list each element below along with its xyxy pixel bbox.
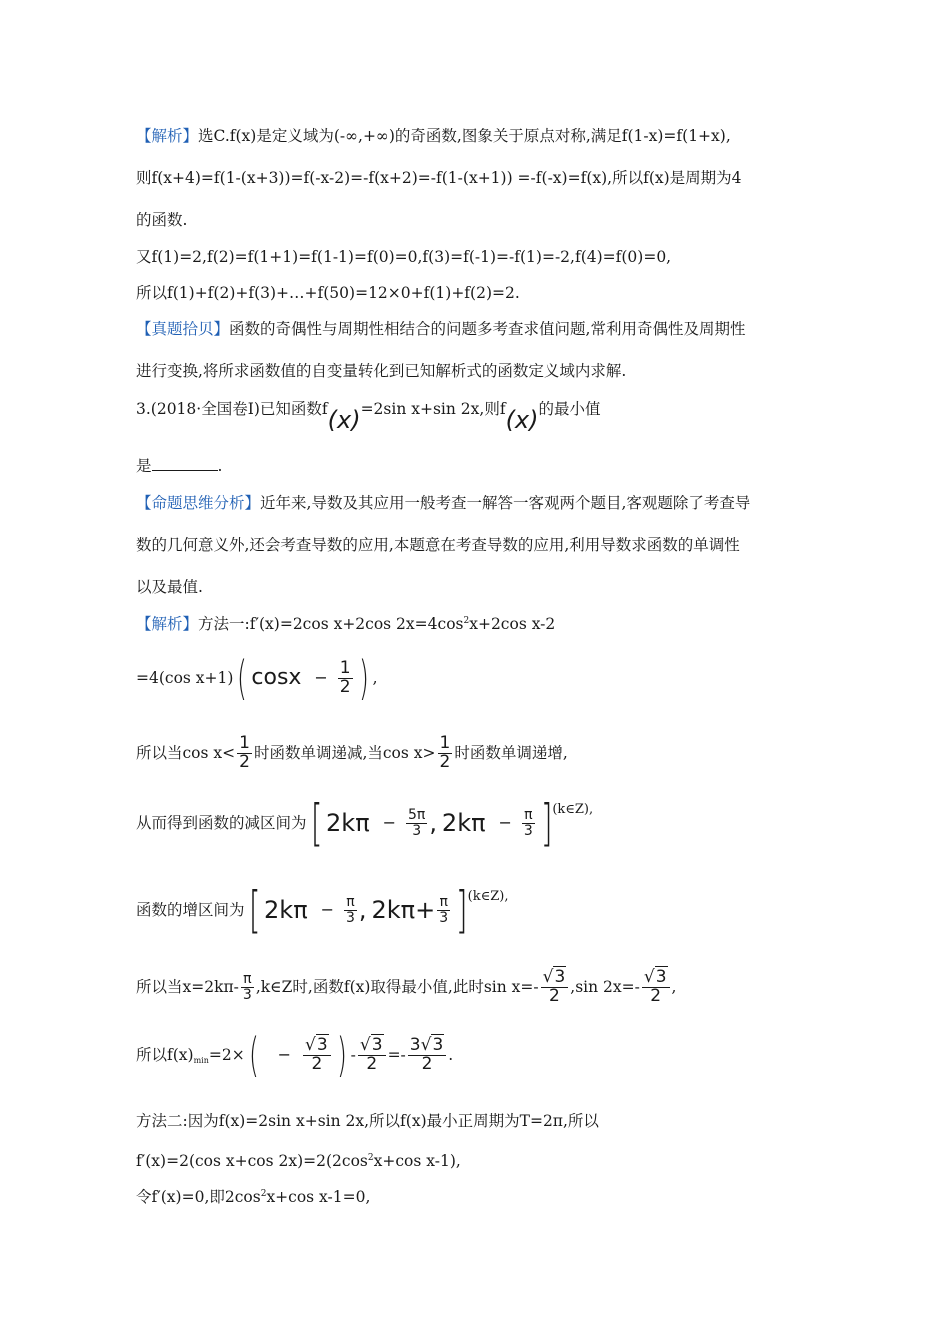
question-3	[136, 398, 601, 434]
numerator: π	[522, 808, 535, 824]
text: x+cos x-1),	[373, 1152, 461, 1171]
superscript: 2	[367, 1153, 374, 1163]
superscript: 2	[463, 616, 470, 626]
math-2kpi: 2kπ	[264, 896, 308, 924]
text: -	[350, 1046, 356, 1064]
math-2kpi: 2kπ	[326, 809, 370, 837]
fraction-half	[237, 732, 252, 772]
solution-line-1	[136, 610, 555, 635]
text: =2×	[208, 1046, 245, 1064]
text: 3.(2018·全国卷Ⅰ)已知函数f	[136, 400, 328, 418]
math-plus: +	[415, 896, 436, 924]
denominator: 2	[650, 985, 662, 1006]
method2-line-2	[136, 1147, 461, 1172]
increasing-interval	[136, 881, 509, 939]
sqrt-sign: √	[542, 966, 554, 987]
text: 所以f(x)	[136, 1046, 194, 1064]
fraction-sqrt3-2	[541, 966, 569, 1006]
text: =-	[387, 1046, 406, 1064]
denominator: 2	[439, 751, 451, 772]
text: 函数的增区间为	[136, 901, 245, 919]
text: =4(cos x+1)	[136, 669, 234, 687]
text: =2sin x+sin 2x,则f	[360, 400, 506, 418]
left-bracket: [	[310, 794, 323, 852]
text: 令f′(x)=0,即2cos	[136, 1188, 261, 1207]
subscript-min: min	[193, 1056, 209, 1066]
fraction-half	[438, 732, 453, 772]
equation-1	[136, 651, 378, 705]
text: 则f(x+4)=f(1-(x+3))=f(-x-2)=-f(x+2)=-f(1-(x+1)) =-f(-x)=f(x),所以f(x)是周期为4	[136, 169, 742, 187]
denominator: 3	[346, 909, 355, 926]
fraction-sqrt3-2	[642, 966, 670, 1006]
left-bracket: [	[248, 881, 261, 939]
denominator: 2	[421, 1053, 433, 1074]
left-paren: (	[237, 651, 248, 705]
text: 近年来,导数及其应用一般考查一解答一客观两个题目,客观题除了考查导	[260, 494, 751, 512]
right-bracket: ]	[540, 794, 553, 852]
text: .	[448, 1046, 454, 1064]
text: 方法一:f′(x)=2cos x+2cos 2x=4cos	[198, 615, 464, 634]
sqrt-sign: √	[643, 966, 655, 987]
text: 从而得到函数的减区间为	[136, 814, 307, 832]
question-3-blank-line	[136, 455, 222, 477]
math-minus: −	[498, 813, 512, 832]
text: (k∈Z),	[552, 802, 594, 817]
numerator: 1	[439, 732, 451, 753]
text: 数的几何意义外,还会考查导数的应用,本题意在考查导数的应用,利用导数求函数的单调性	[136, 536, 740, 554]
analysis-line-2	[136, 167, 742, 189]
coefficient: 3	[409, 1034, 421, 1055]
text: 所以当x=2kπ-	[136, 978, 239, 996]
superscript: 2	[260, 1189, 267, 1199]
fraction-pi-3	[437, 895, 450, 925]
text: 函数的奇偶性与周期性相结合的问题多考查求值问题,常利用奇偶性及周期性	[229, 320, 746, 338]
right-paren: )	[336, 1028, 347, 1082]
numerator: 1	[339, 657, 351, 678]
radicand: 3	[371, 1034, 383, 1055]
denominator: 3	[523, 822, 533, 839]
thinking-line-1	[136, 492, 750, 514]
thinking-line-3	[136, 576, 203, 598]
sqrt-sign: √	[305, 1034, 316, 1055]
method2-line-1	[136, 1110, 599, 1132]
text: 的最小值	[538, 400, 601, 418]
analysis-line-4	[136, 246, 671, 268]
math-comma: ,	[358, 896, 367, 924]
result-line	[136, 1028, 453, 1080]
text: 以及最值.	[136, 578, 203, 596]
math-x: (x)	[327, 406, 361, 434]
analysis-line-1	[136, 125, 731, 147]
math-minus: −	[277, 1045, 292, 1064]
solution-tag: 【解析】	[136, 615, 199, 634]
tip-line-2	[136, 360, 626, 382]
text: ,	[372, 669, 378, 687]
radicand: 3	[316, 1034, 328, 1055]
text: .	[217, 457, 223, 475]
math-x: (x)	[505, 406, 539, 434]
denominator: 2	[339, 676, 351, 697]
sqrt-sign: √	[420, 1034, 432, 1055]
analysis-tag: 【解析】	[136, 127, 199, 145]
text: 方法二:因为f(x)=2sin x+sin 2x,所以f(x)最小正周期为T=2π,所以	[136, 1112, 599, 1130]
text: 是	[136, 457, 152, 475]
text: x+2cos x-2	[469, 615, 556, 634]
math-minus: −	[382, 813, 396, 832]
text: x+cos x-1=0,	[266, 1188, 371, 1207]
math-cosx: cosx	[251, 665, 302, 690]
fraction-5pi-3	[406, 808, 427, 838]
text: 所以当cos x<	[136, 744, 236, 762]
math-minus: −	[320, 900, 334, 919]
denominator: 3	[439, 909, 449, 926]
fraction-sqrt3-2	[358, 1034, 386, 1074]
numerator: π	[437, 895, 450, 911]
radicand: 3	[432, 1034, 444, 1055]
text: ,sin 2x=-	[570, 978, 640, 996]
fraction-3sqrt3-2	[408, 1034, 447, 1074]
left-paren: (	[248, 1028, 259, 1082]
thinking-tag: 【命题思维分析】	[136, 494, 261, 512]
tip-tag: 【真题拾贝】	[136, 320, 230, 338]
radicand: 3	[554, 966, 566, 987]
math-minus: −	[314, 668, 328, 687]
denominator: 2	[549, 985, 560, 1006]
thinking-line-2	[136, 534, 740, 556]
analysis-line-5	[136, 282, 520, 304]
text: 时函数单调递增,	[454, 744, 568, 762]
right-paren: )	[358, 651, 369, 705]
tip-line-1	[136, 318, 745, 340]
method2-line-3	[136, 1183, 370, 1208]
denominator: 2	[239, 751, 250, 772]
analysis-line-3	[136, 209, 187, 231]
math-2kpi: 2kπ	[441, 809, 486, 837]
numerator: π	[241, 972, 254, 988]
fraction-pi-3	[522, 808, 535, 838]
decreasing-interval	[136, 794, 594, 852]
answer-blank	[152, 458, 218, 471]
sqrt-sign: √	[359, 1034, 371, 1055]
denominator: 3	[412, 822, 422, 839]
numerator: 5π	[408, 806, 426, 823]
math-comma: ,	[429, 809, 437, 837]
math-2kpi: 2kπ	[371, 896, 416, 924]
text: 时函数单调递减,当cos x>	[253, 744, 436, 762]
denominator: 2	[311, 1053, 323, 1074]
text: f′(x)=2(cos x+cos 2x)=2(2cos	[136, 1152, 368, 1171]
monotonic-line	[136, 730, 568, 774]
radicand: 3	[655, 966, 667, 987]
minimum-line	[136, 962, 676, 1010]
denominator: 3	[242, 986, 252, 1003]
numerator: π	[344, 895, 357, 911]
text: ,	[671, 978, 677, 996]
fraction-sqrt3-2	[303, 1034, 331, 1074]
denominator: 2	[366, 1053, 378, 1074]
fraction-half	[338, 657, 353, 697]
text: 的函数.	[136, 211, 188, 229]
text: (k∈Z),	[467, 889, 509, 904]
text: 又f(1)=2,f(2)=f(1+1)=f(1-1)=f(0)=0,f(3)=f(-1)=-f(1)=-2,f(4)=f(0)=0,	[136, 248, 672, 266]
text: 进行变换,将所求函数值的自变量转化到已知解析式的函数定义域内求解.	[136, 362, 627, 380]
text: ,k∈Z时,函数f(x)取得最小值,此时sin x=-	[255, 978, 539, 996]
text: 选C.f(x)是定义域为(-∞,+∞)的奇函数,图象关于原点对称,满足f(1-x)=f(1+x),	[198, 127, 731, 145]
fraction-pi-3	[344, 895, 357, 925]
text: 所以f(1)+f(2)+f(3)+…+f(50)=12×0+f(1)+f(2)=2.	[136, 284, 520, 302]
right-bracket: ]	[456, 881, 468, 939]
numerator: 1	[239, 732, 250, 753]
fraction-pi-3	[241, 972, 254, 1002]
